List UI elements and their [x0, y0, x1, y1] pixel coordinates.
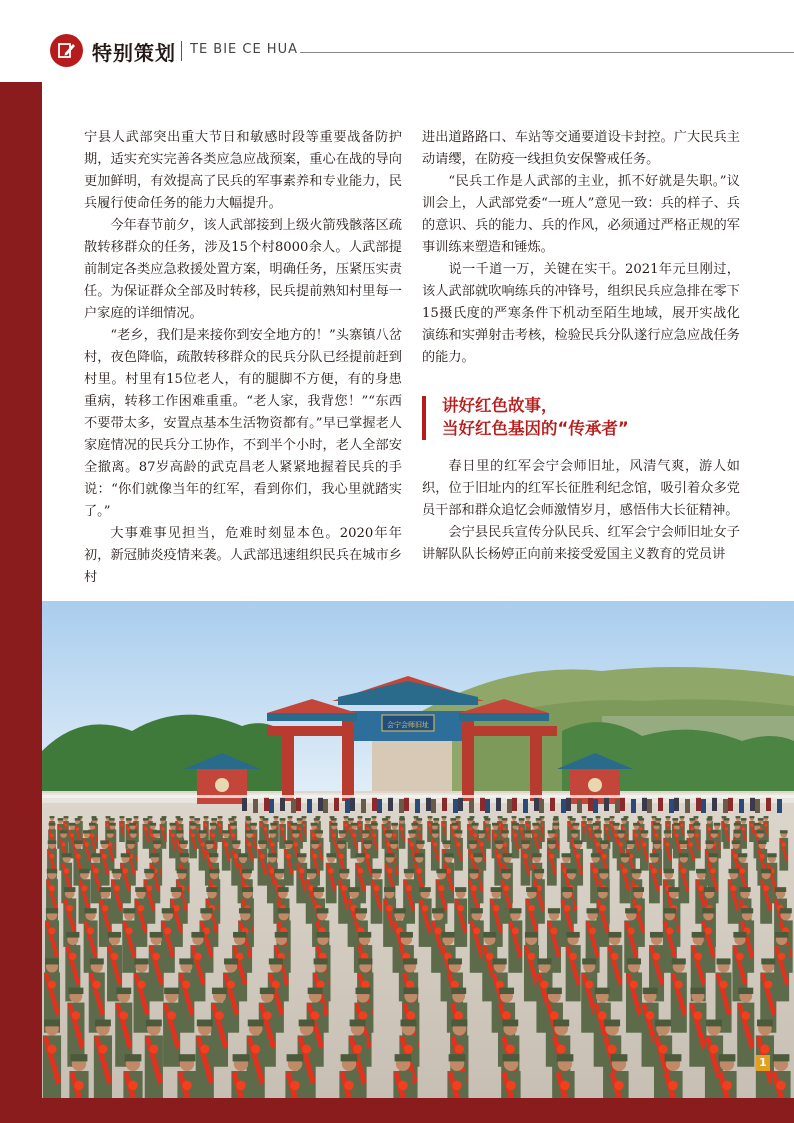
subheading-bar: [422, 396, 426, 440]
page-header: [0, 0, 794, 80]
bottom-margin-bar: [0, 1098, 794, 1123]
body-paragraph: 宁县人武部突出重大节日和敏感时段等重要战备防护期，适实充实完善各类应急应战预案，重心在战的导向更加鲜明，有效提高了民兵的军事素养和专业能力，民兵履行使命任务的能力大幅提升。: [84, 130, 402, 211]
body-paragraph: 今年春节前夕，该人武部接到上级火箭残骸落区疏散转移群众的任务，涉及15个村8000余人。人武部提前制定各类应急救援处置方案，明确任务，压紧压实责任。为保证群众全部及时转移，民兵提前熟知村里每一户家庭的详细情况。: [84, 218, 402, 321]
body-paragraph: 春日里的红军会宁会师旧址，风清气爽，游人如织，位于旧址内的红军长征胜利纪念馆，吸引着众多党员干部和群众追忆会师激情岁月，感悟伟大长征精神。: [422, 459, 740, 518]
pencil-icon: [50, 34, 83, 67]
body-paragraph: 会宁县民兵宣传分队民兵、红军会宁会师旧址女子讲解队队长杨婷正向前来接受爱国主义教育的党员讲: [422, 525, 740, 562]
trees-left: [42, 715, 292, 801]
body-paragraph: “老乡，我们是来接你到安全地方的！”头寨镇八岔村，夜色降临，疏散转移群众的民兵分队已经提前赶到村里。村里有15位老人，有的腿脚不方便，有的身患重病，转移工作困难重重。“老人家，我背您！”“东西不要带太多，安置点基本生活物资都有。”早已掌握老人家庭情况的民兵分工协作，不到半个小时，老人全部安全撤离。87岁高龄的武克昌老人紧紧地握着民兵的手说：“你们就像当年的红军，看到你们，我心里就踏实了。”: [84, 328, 402, 519]
right-column-continued: [422, 456, 740, 566]
body-paragraph: “民兵工作是人武部的主业，抓不好就是失职。”议训会上，人武部党委“一班人”意见一致：兵的样子、兵的意识、兵的能力、兵的作风，必须通过严格正规的军事训练来塑造和锤炼。: [422, 174, 740, 255]
left-margin-bar: [0, 82, 42, 1123]
body-paragraph: 说一千道一万，关键在实干。2021年元旦刚过，该人武部就吹响练兵的冲锋号，组织民兵应急排在零下15摄氏度的严寒条件下机动至陌生地域，展开实战化演练和实弹射击考核，检验民兵分队遂行应急应战任务的能力。: [422, 262, 740, 365]
body-paragraph: 大事难事见担当，危难时刻显本色。2020年年初，新冠肺炎疫情来袭。人武部迅速组织民兵在城市乡村: [84, 526, 402, 585]
gate-plaque: 会宁会师旧址: [387, 721, 429, 729]
left-column: [84, 127, 402, 589]
section-title: 特别策划: [92, 41, 176, 65]
militia-ceremony-photo: [42, 601, 794, 1098]
subheading-line-1: 讲好红色故事，: [442, 396, 558, 415]
header-rule: [300, 52, 794, 53]
section-pinyin: TE BIE CE HUA: [190, 42, 298, 57]
body-paragraph: 进出道路路口、车站等交通要道设卡封控。广大民兵主动请缨，在防疫一线担负安保警戒任务。: [422, 130, 740, 167]
subheading-line-2: 当好红色基因的“传承者”: [442, 419, 629, 438]
page-number: 1: [756, 1055, 770, 1071]
spectators: [242, 797, 782, 813]
section-divider: [181, 41, 182, 61]
subheading: [422, 394, 752, 440]
right-column: [422, 127, 740, 369]
